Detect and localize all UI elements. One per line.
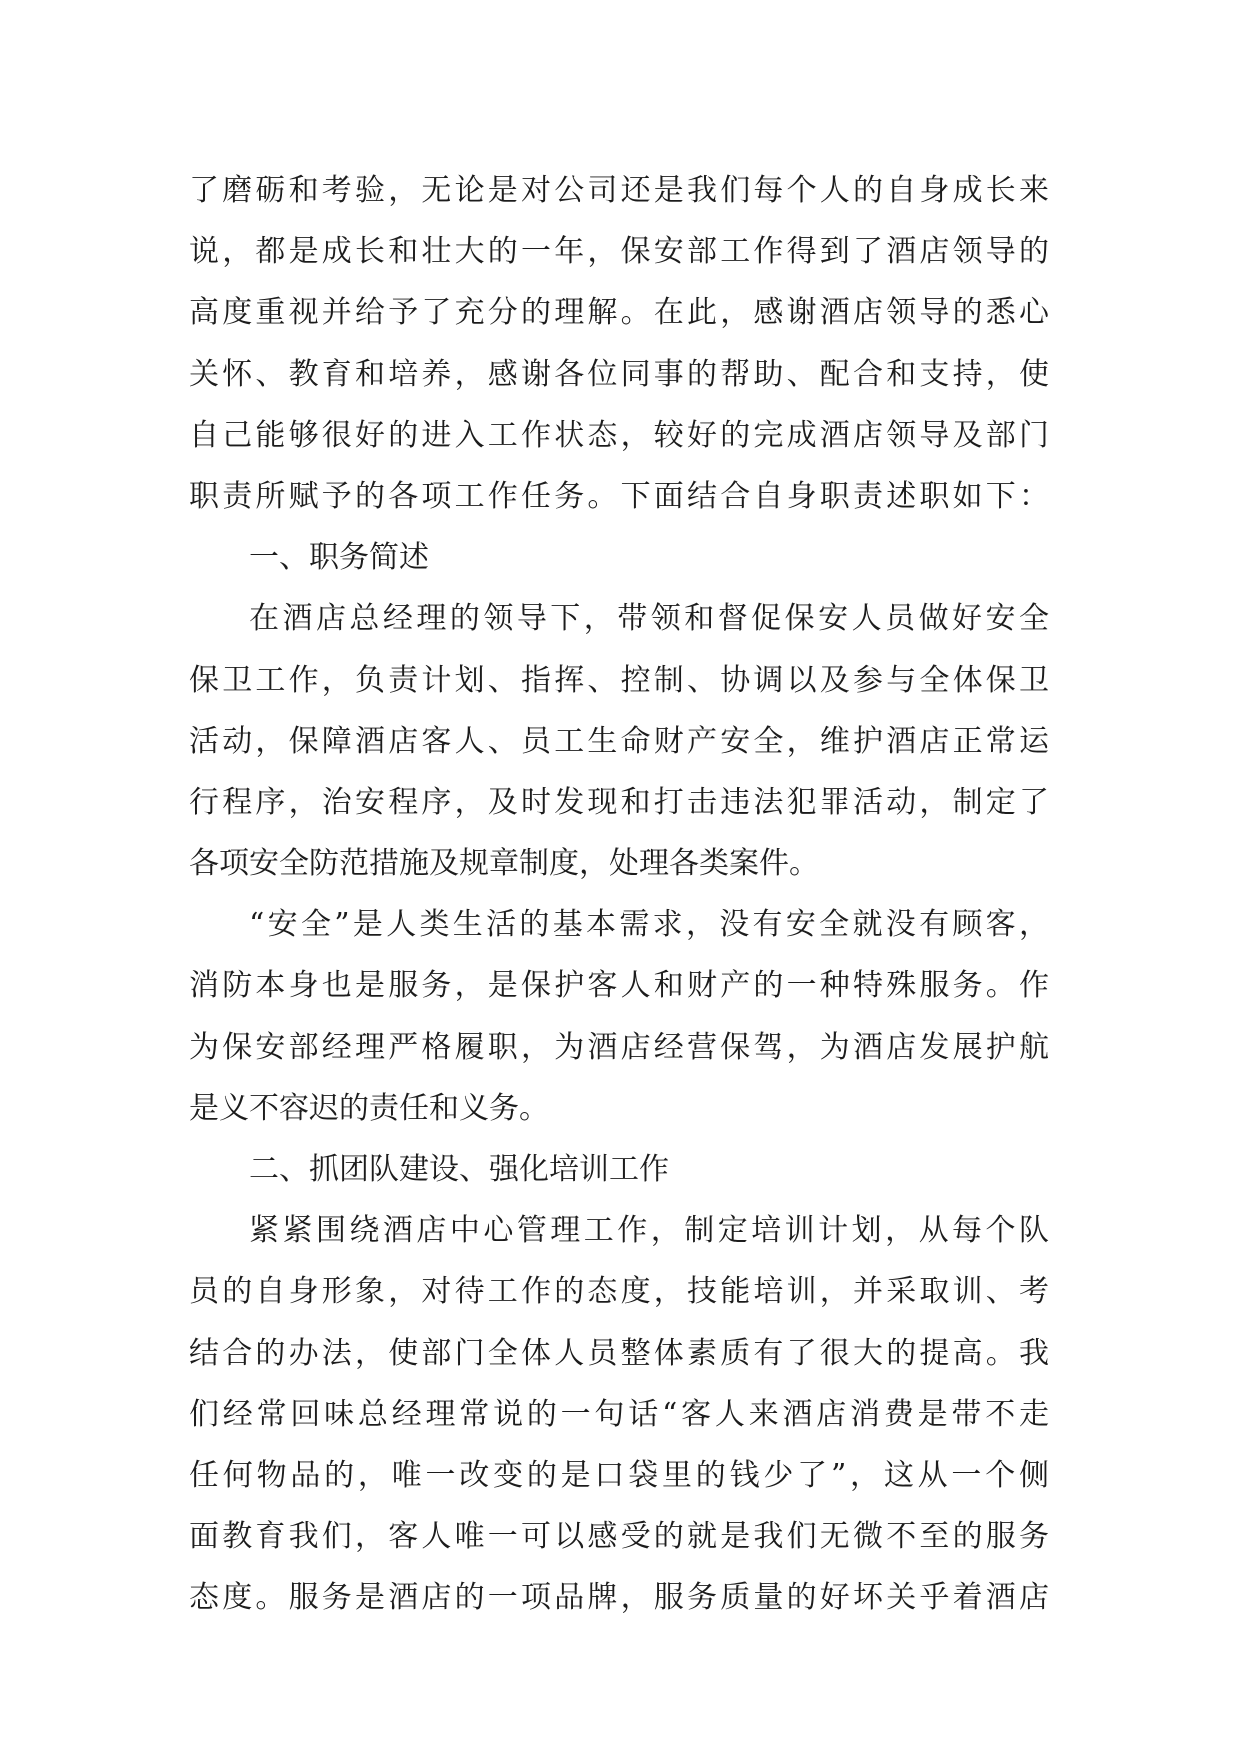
text-line: 了磨砺和考验，无论是对公司还是我们每个人的自身成长来 [189,173,1049,208]
text-line: 职责所赋予的各项工作任务。下面结合自身职责述职如下： [189,478,1049,514]
text-line: 二、抓团队建设、强化培训工作 [249,1152,669,1187]
text-line: 行程序，治安程序，及时发现和打击违法犯罪活动，制定了 [189,784,1049,820]
text-line: 自己能够很好的进入工作状态，较好的完成酒店领导及部门 [189,417,1049,453]
text-line: 一、职务简述 [249,540,429,576]
text-line: 保卫工作，负责计划、指挥、控制、协调以及参与全体保卫 [189,662,1049,698]
text-line: 是义不容迟的责任和义务。 [189,1090,549,1126]
text-line: 各项安全防范措施及规章制度，处理各类案件。 [189,846,819,882]
text-line: 在酒店总经理的领导下，带领和督促保安人员做好安全 [249,601,1049,637]
text-line: 紧紧围绕酒店中心管理工作，制定培训计划，从每个队 [249,1213,1049,1249]
text-line: 为保安部经理严格履职，为酒店经营保驾，为酒店发展护航 [189,1029,1049,1065]
text-line: 活动，保障酒店客人、员工生命财产安全，维护酒店正常运 [189,723,1049,759]
text-line: 消防本身也是服务，是保护客人和财产的一种特殊服务。作 [189,968,1049,1004]
text-line: “安全”是人类生活的基本需求，没有安全就没有顾客， [249,907,1049,943]
text-line: 高度重视并给予了充分的理解。在此，感谢酒店领导的悉心 [189,295,1049,331]
text-line: 结合的办法，使部门全体人员整体素质有了很大的提高。我 [189,1335,1049,1371]
text-line: 们经常回味总经理常说的一句话“客人来酒店消费是带不走 [189,1396,1049,1432]
text-line: 关怀、教育和培养，感谢各位同事的帮助、配合和支持，使 [189,356,1049,392]
document-body [189,160,1049,1629]
text-line: 说，都是成长和壮大的一年，保安部工作得到了酒店领导的 [189,234,1049,270]
text-line: 态度。服务是酒店的一项品牌，服务质量的好坏关乎着酒店 [189,1580,1049,1616]
text-line: 面教育我们，客人唯一可以感受的就是我们无微不至的服务 [189,1519,1049,1555]
text-line: 员的自身形象，对待工作的态度，技能培训，并采取训、考 [189,1274,1049,1310]
text-line: 任何物品的，唯一改变的是口袋里的钱少了”，这从一个侧 [189,1457,1049,1493]
